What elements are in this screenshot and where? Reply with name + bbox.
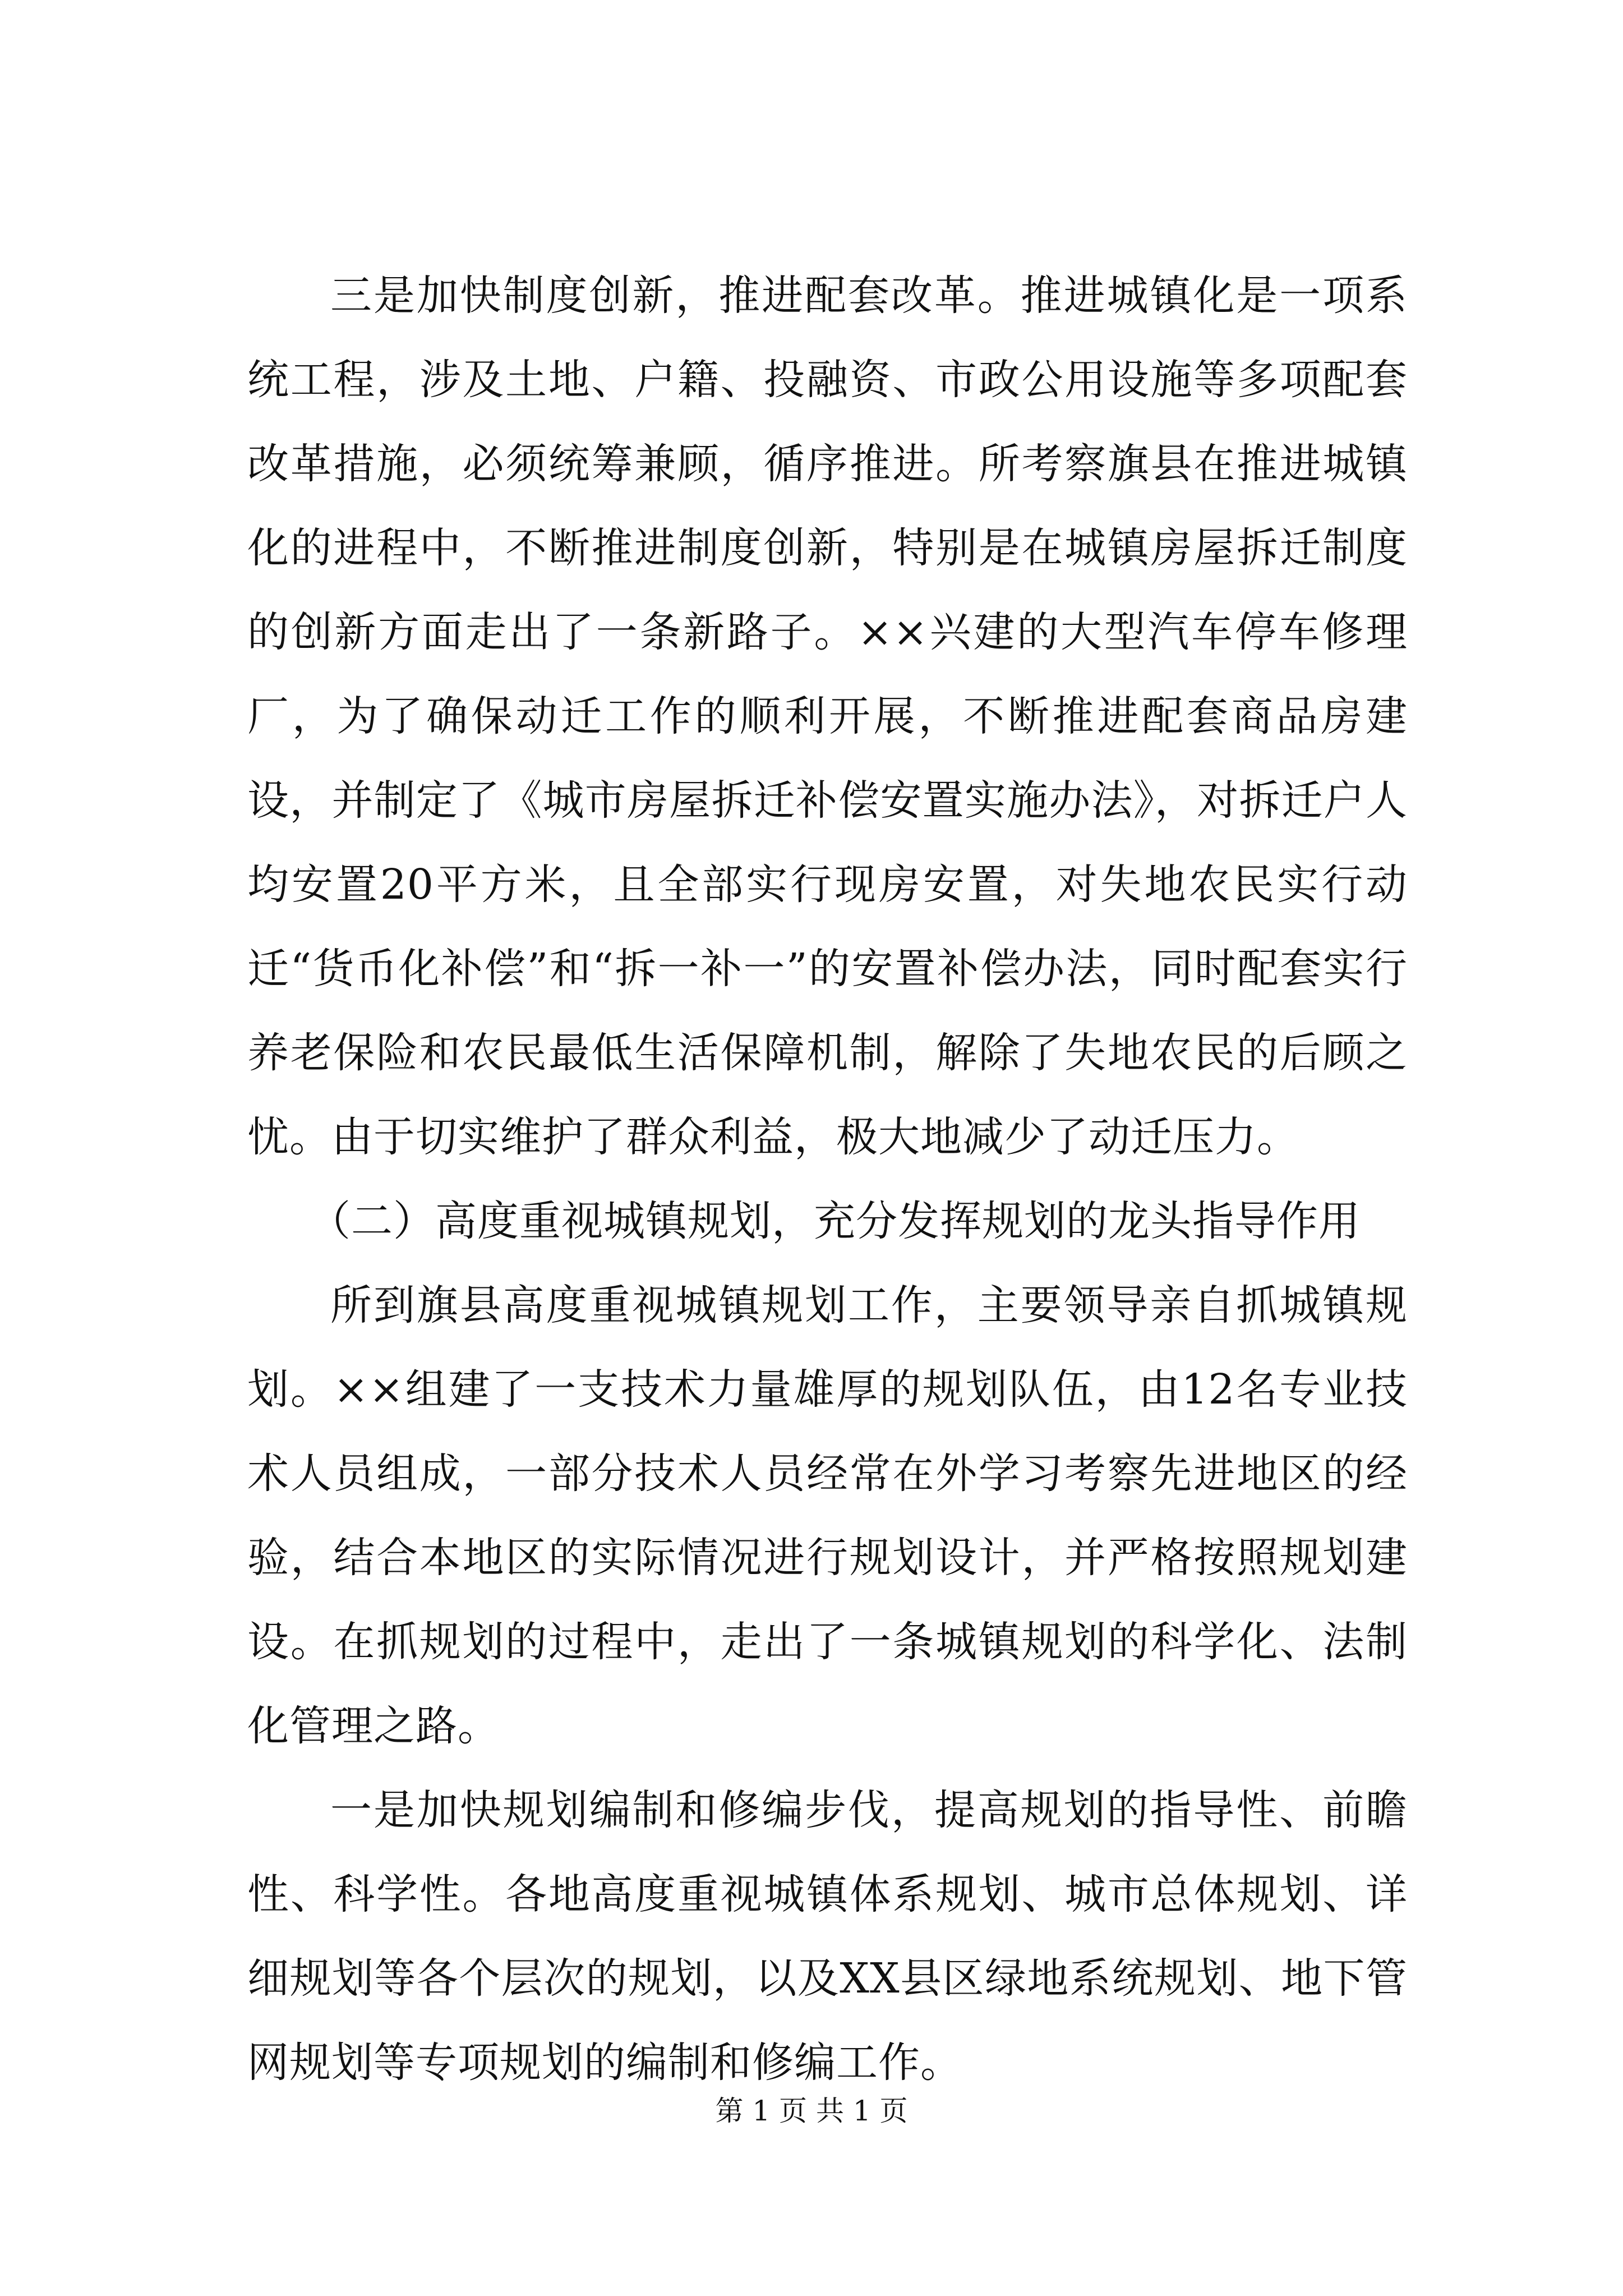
paragraph-institutional-innovation: 三是加快制度创新，推进配套改革。推进城镇化是一项系统工程，涉及土地、户籍、投融资、市政公用设施等多项配套改革措施，必须统筹兼顾，循序推进。所考察旗县在推进城镇化的进程中，不断推进制度创新，特别是在城镇房屋拆迁制度的创新方面走出了一条新路子。××兴建的大型汽车停车修理厂，为了确保动迁工作的顺利开展，不断推进配套商品房建设，并制定了《城市房屋拆迁补偿安置实施办法》，对拆迁户人均安置20平方米，且全部实行现房安置，对失地农民实行动迁“货币化补偿”和“拆一补一”的安置补偿办法，同时配套实行养老保险和农民最低生活保障机制，解除了失地农民的后顾之忧。由于切实维护了群众利益，极大地减少了动迁压力。	[247, 272, 1408, 1161]
paragraph-planning-work: 所到旗县高度重视城镇规划工作，主要领导亲自抓城镇规划。××组建了一支技术力量雄厚的规划队伍，由12名专业技术人员组成，一部分技术人员经常在外学习考察先进地区的经验，结合本地区的实际情况进行规划设计，并严格按照规划建设。在抓规划的过程中，走出了一条城镇规划的科学化、法制化管理之路。	[247, 1281, 1408, 1750]
document-body	[247, 254, 1408, 2105]
paragraph-planning-compilation: 一是加快规划编制和修编步伐，提高规划的指导性、前瞻性、科学性。各地高度重视城镇体系规划、城市总体规划、详细规划等各个层次的规划，以及XX县区绿地系统规划、地下管网规划等专项规划的编制和修编工作。	[247, 1786, 1408, 2087]
section-heading-urban-planning: （二）高度重视城镇规划，充分发挥规划的龙头指导作用	[309, 1197, 1361, 1245]
page-number-footer: 第 1 页 共 1 页	[715, 2095, 908, 2127]
